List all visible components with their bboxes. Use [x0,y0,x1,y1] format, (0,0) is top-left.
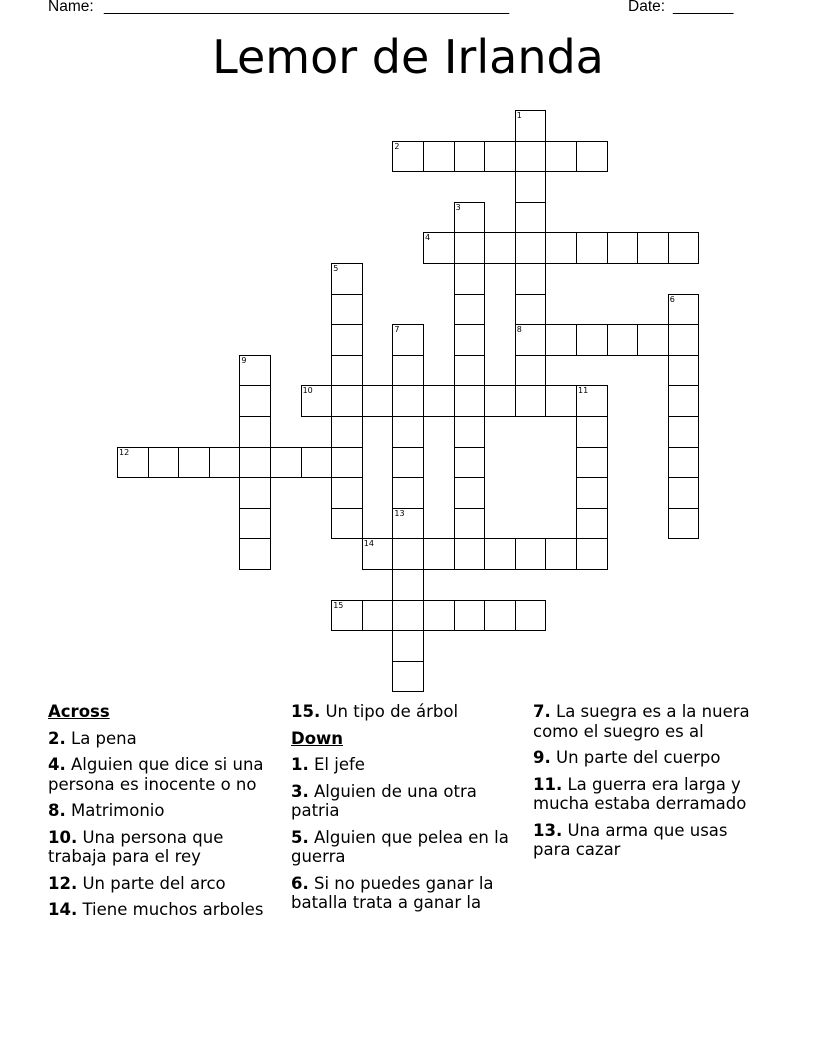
grid-cell[interactable] [545,538,577,570]
grid-cell[interactable] [668,294,700,326]
grid-cell[interactable] [209,447,241,479]
grid-cell[interactable] [392,477,424,509]
grid-cell[interactable] [423,232,455,264]
clue-down-5: 5. Alguien que pelea en la guerra [291,827,509,866]
clue-across-14: 14. Tiene muchos arboles [48,900,264,919]
grid-cell[interactable] [637,232,669,264]
grid-cell[interactable] [484,600,516,632]
grid-cell[interactable] [515,600,547,632]
grid-cell[interactable] [454,141,486,173]
grid-cell[interactable] [545,385,577,417]
grid-cell[interactable] [423,600,455,632]
grid-cell[interactable] [576,324,608,356]
grid-cell[interactable] [331,600,363,632]
grid-cell[interactable] [148,447,180,479]
cell-number: 3 [455,202,461,212]
grid-cell[interactable] [392,447,424,479]
grid-cell[interactable] [545,232,577,264]
cell-number: 2 [394,141,400,151]
grid-cell[interactable] [515,324,547,356]
grid-cell[interactable] [668,477,700,509]
date-label: Date: [628,0,666,15]
grid-cell[interactable] [423,538,455,570]
grid-cell[interactable] [454,538,486,570]
grid-cell[interactable] [668,355,700,387]
grid-cell[interactable] [239,508,271,540]
cell-number: 11 [578,386,589,396]
clue-down-6: 6. Si no puedes ganar la batalla trata a ganar la [291,873,494,912]
clue-across-2: 2. La pena [48,728,137,748]
grid-cell[interactable] [331,477,363,509]
grid-cell[interactable] [331,447,363,479]
grid-cell[interactable] [576,232,608,264]
grid-cell[interactable] [239,416,271,448]
grid-cell[interactable] [515,385,547,417]
grid-cell[interactable] [515,171,547,203]
grid-cell[interactable] [392,661,424,693]
grid-cell[interactable] [545,324,577,356]
clues-column-2 [291,702,517,913]
grid-cell[interactable] [668,416,700,448]
grid-cell[interactable] [331,385,363,417]
cell-number: 4 [425,233,431,243]
grid-cell[interactable] [454,416,486,448]
grid-cell[interactable] [668,385,700,417]
grid-cell[interactable] [576,538,608,570]
grid-cell[interactable] [454,477,486,509]
grid-cell[interactable] [331,355,363,387]
grid-cell[interactable] [515,294,547,326]
grid-cell[interactable] [576,477,608,509]
cell-number: 15 [333,600,344,610]
grid-cell[interactable] [454,355,486,387]
clues-column-3 [533,702,765,860]
grid-cell[interactable] [515,110,547,142]
grid-cell[interactable] [392,385,424,417]
grid-cell[interactable] [576,141,608,173]
grid-cell[interactable] [668,508,700,540]
grid-cell[interactable] [576,385,608,417]
clues-column-1 [48,702,280,920]
grid-cell[interactable] [392,355,424,387]
grid-cell[interactable] [454,232,486,264]
clue-down-7: 7. La suegra es a la nuera como el suegro es al [533,702,750,741]
clue-down-11: 11. La guerra era larga y mucha estaba derramado [533,774,747,813]
clue-down-9: 9. Un parte del cuerpo [533,748,721,767]
grid-cell[interactable] [484,538,516,570]
grid-cell[interactable] [515,202,547,234]
grid-cell[interactable] [239,538,271,570]
grid-cell[interactable] [392,508,424,540]
grid-cell[interactable] [362,538,394,570]
grid-cell[interactable] [392,324,424,356]
grid-cell[interactable] [545,141,577,173]
grid-cell[interactable] [239,447,271,479]
grid-cell[interactable] [484,385,516,417]
cell-number: 10 [302,386,313,396]
name-line[interactable]: _______________________________________________ [104,0,510,15]
cell-number: 13 [394,508,405,518]
grid-cell[interactable] [301,447,333,479]
grid-cell[interactable] [392,569,424,601]
grid-cell[interactable] [239,355,271,387]
cell-number: 14 [363,539,374,549]
clue-across-8: 8. Matrimonio [48,801,165,820]
clue-across-12: 12. Un parte del arco [48,873,226,893]
grid-cell[interactable] [362,600,394,632]
grid-cell[interactable] [392,630,424,662]
clue-down-1: 1. El jefe [291,755,365,774]
grid-cell[interactable] [331,294,363,326]
clue-across-10: 10. Una persona que trabaja para el rey [48,827,224,866]
grid-cell[interactable] [454,263,486,295]
grid-cell[interactable] [637,324,669,356]
grid-cell[interactable] [454,385,486,417]
grid-cell[interactable] [484,141,516,173]
clue-down-13: 13. Una arma que usas para cazar [533,820,728,859]
cell-number: 9 [241,355,247,365]
name-label: Name: [48,0,94,15]
grid-cell[interactable] [423,385,455,417]
grid-cell[interactable] [515,141,547,173]
grid-cell[interactable] [454,600,486,632]
grid-cell[interactable] [454,324,486,356]
cell-number: 8 [516,325,522,335]
grid-cell[interactable] [117,447,149,479]
grid-cell[interactable] [362,385,394,417]
cell-number: 1 [516,111,522,120]
clue-down-3: 3. Alguien de una otra patria [291,781,477,820]
grid-cell[interactable] [423,141,455,173]
grid-cell[interactable] [515,538,547,570]
grid-cell[interactable] [178,447,210,479]
grid-cell[interactable] [515,355,547,387]
grid-cell[interactable] [239,385,271,417]
grid-cell[interactable] [484,232,516,264]
grid-cell[interactable] [454,202,486,234]
grid-cell[interactable] [392,538,424,570]
grid-cell[interactable] [331,416,363,448]
grid-cell[interactable] [454,447,486,479]
across-heading: Across [48,702,110,721]
puzzle-title: Lemor de Irlanda [212,30,604,84]
grid-cell[interactable] [515,232,547,264]
grid-cell[interactable] [576,508,608,540]
grid-cell[interactable] [392,141,424,173]
date-line[interactable]: _______ [673,0,734,15]
grid-cell[interactable] [454,508,486,540]
grid-cell[interactable] [454,294,486,326]
grid-cell[interactable] [331,324,363,356]
grid-cell[interactable] [331,263,363,295]
cell-number: 12 [119,447,130,457]
grid-cell[interactable] [392,416,424,448]
cell-number: 7 [394,325,400,335]
grid-cell[interactable] [668,447,700,479]
grid-cell[interactable] [331,508,363,540]
clue-across-15: 15. Un tipo de árbol [291,702,459,721]
grid-cell[interactable] [576,447,608,479]
grid-cell[interactable] [668,232,700,264]
grid-cell[interactable] [270,447,302,479]
grid-cell[interactable] [668,324,700,356]
cell-number: 6 [669,294,675,304]
grid-cell[interactable] [607,232,639,264]
grid-cell[interactable] [301,385,333,417]
grid-cell[interactable] [515,263,547,295]
grid-cell[interactable] [576,416,608,448]
grid-cell[interactable] [239,477,271,509]
grid-cell[interactable] [392,600,424,632]
cell-number: 5 [333,264,339,273]
grid-cell[interactable] [607,324,639,356]
clue-across-4: 4. Alguien que dice si una persona es inocente o no [48,755,264,794]
down-heading: Down [291,728,344,748]
